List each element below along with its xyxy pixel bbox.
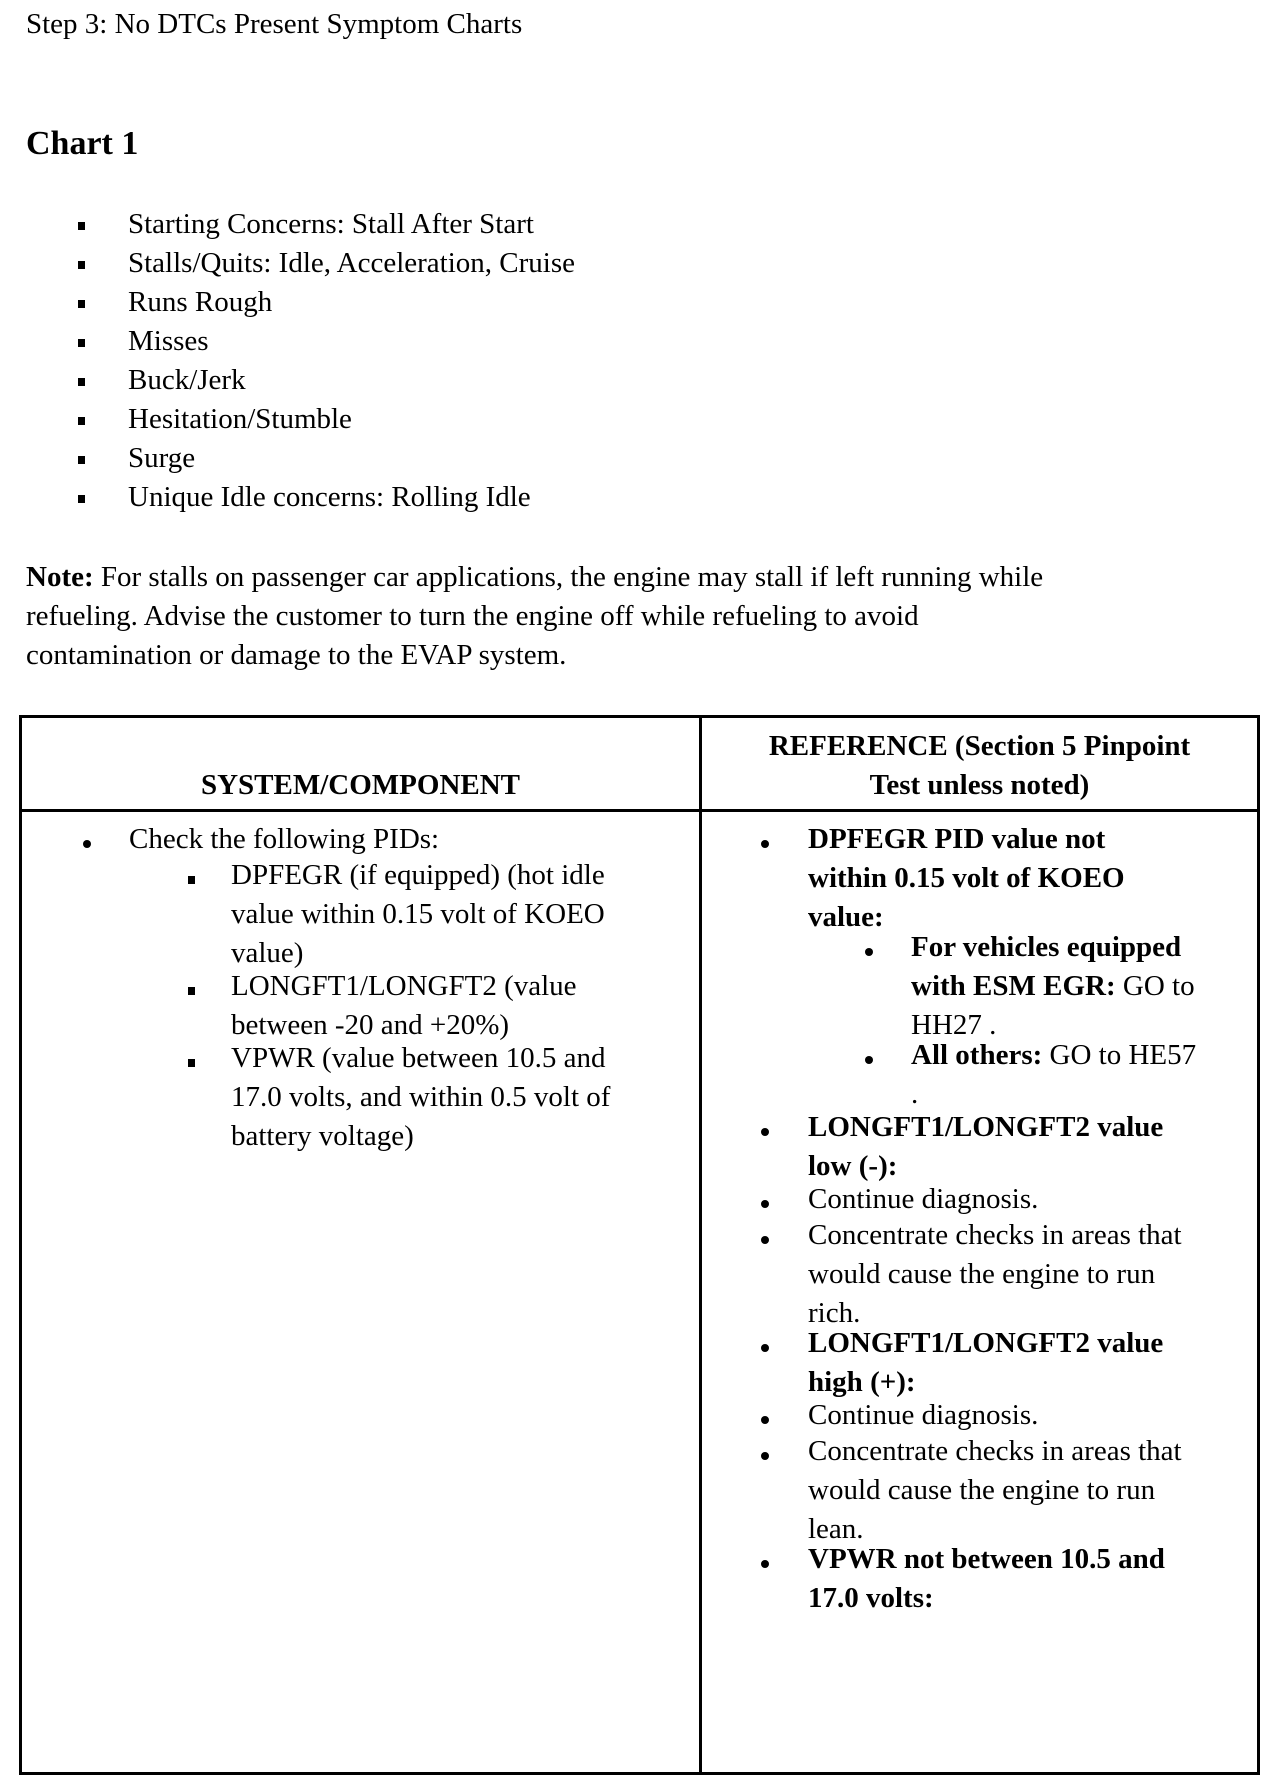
bullet-dot-icon — [761, 1560, 769, 1568]
bullet-dot-icon — [761, 1200, 769, 1208]
symptom-list — [0, 205, 575, 517]
pid-item: DPFEGR (if equipped) (hot idle value within 0.15 volt of KOEO value) — [231, 859, 605, 969]
list-item: Buck/Jerk — [0, 361, 575, 400]
ref-dpfegr: DPFEGR PID value not within 0.15 volt of KOEO value: — [808, 823, 1125, 933]
note-paragraph: Note: For stalls on passenger car applications, the engine may stall if left running while refueling. Advise the customer to turn the engine off while refueling to avoid contamination or damage to the EVAP system. — [26, 561, 1044, 671]
ref-longft-low: LONGFT1/LONGFT2 value low (-): — [808, 1111, 1164, 1182]
bullet-square-icon — [78, 456, 85, 464]
bullet-dot-icon — [761, 1128, 769, 1136]
table-row — [21, 811, 1259, 1774]
list-item: Runs Rough — [0, 283, 575, 322]
symptom-table — [19, 715, 1260, 1775]
ref-esm-egr: For vehicles equipped with ESM EGR: GO to HH27 . — [911, 931, 1195, 1041]
bullet-square-icon — [78, 300, 85, 308]
bullet-dot-icon — [83, 840, 91, 848]
bullet-square-icon — [188, 987, 195, 995]
bullet-dot-icon — [865, 948, 873, 956]
ref-continue: Continue diagnosis. — [808, 1399, 1039, 1431]
ref-concentrate-rich: Concentrate checks in areas that would cause the engine to run rich. — [808, 1219, 1182, 1329]
list-item: Hesitation/Stumble — [0, 400, 575, 439]
list-item: Misses — [0, 322, 575, 361]
ref-continue: Continue diagnosis. — [808, 1183, 1039, 1215]
bullet-dot-icon — [761, 1416, 769, 1424]
pid-item: VPWR (value between 10.5 and 17.0 volts, and within 0.5 volt of battery voltage) — [231, 1042, 611, 1152]
chart-heading: Chart 1 — [26, 125, 139, 162]
ref-vpwr: VPWR not between 10.5 and 17.0 volts: — [808, 1543, 1165, 1614]
bullet-dot-icon — [761, 1344, 769, 1352]
header-system-component: SYSTEM/COMPONENT — [21, 717, 701, 811]
table-header-row — [21, 717, 1259, 811]
header-reference: REFERENCE (Section 5 Pinpoint Test unless noted) — [701, 717, 1259, 811]
step-title: Step 3: No DTCs Present Symptom Charts — [26, 8, 523, 40]
bullet-square-icon — [78, 378, 85, 386]
list-item: Starting Concerns: Stall After Start — [0, 205, 575, 244]
bullet-dot-icon — [865, 1056, 873, 1064]
list-item: Surge — [0, 439, 575, 478]
bullet-square-icon — [78, 495, 85, 503]
bullet-square-icon — [78, 222, 85, 230]
note-label: Note: — [26, 561, 94, 593]
bullet-dot-icon — [761, 1452, 769, 1460]
bullet-square-icon — [78, 417, 85, 425]
ref-concentrate-lean: Concentrate checks in areas that would cause the engine to run lean. — [808, 1435, 1182, 1545]
bullet-dot-icon — [761, 840, 769, 848]
list-item: Stalls/Quits: Idle, Acceleration, Cruise — [0, 244, 575, 283]
list-item: Unique Idle concerns: Rolling Idle — [0, 478, 575, 517]
bullet-square-icon — [188, 1059, 195, 1067]
ref-all-others: All others: GO to HE57 . — [911, 1039, 1197, 1110]
bullet-square-icon — [78, 339, 85, 347]
bullet-square-icon — [188, 876, 195, 884]
check-pids-label: Check the following PIDs: — [129, 823, 440, 855]
cell-reference — [701, 811, 1259, 1774]
ref-longft-high: LONGFT1/LONGFT2 value high (+): — [808, 1327, 1164, 1398]
pid-item: LONGFT1/LONGFT2 (value between -20 and +20%) — [231, 970, 577, 1041]
bullet-square-icon — [78, 261, 85, 269]
bullet-dot-icon — [761, 1236, 769, 1244]
cell-system-component — [21, 811, 701, 1774]
